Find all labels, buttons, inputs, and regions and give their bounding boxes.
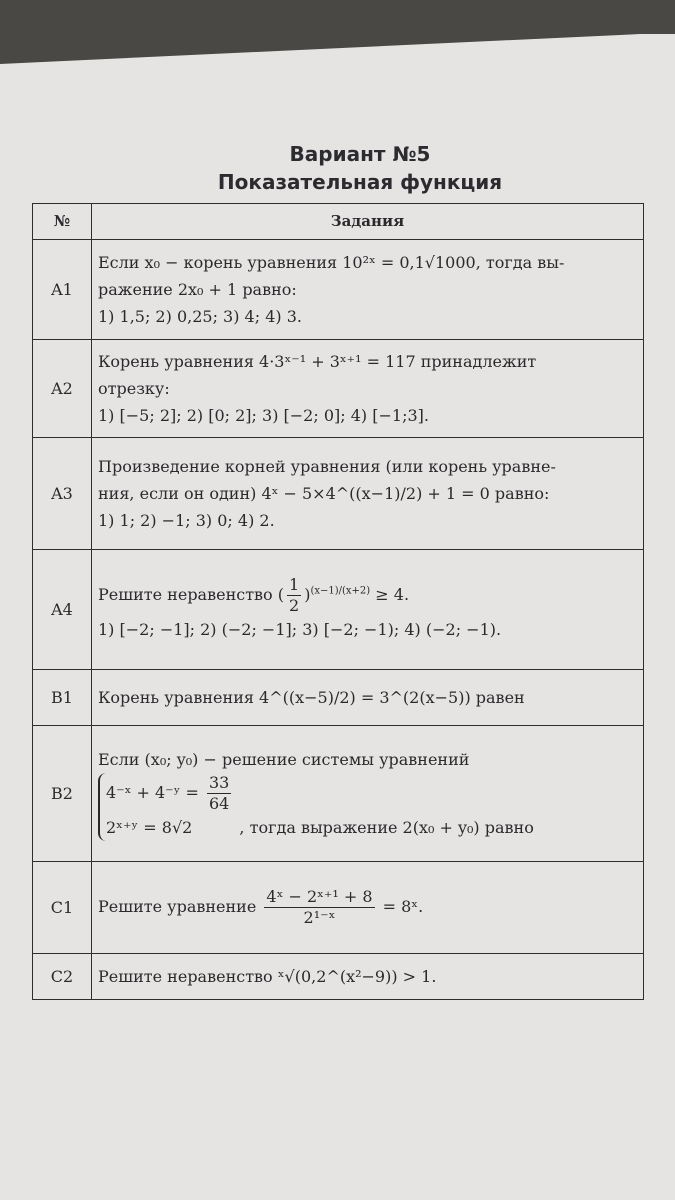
task-id: A1 bbox=[33, 240, 92, 340]
fraction-denominator: 64 bbox=[208, 794, 230, 813]
fraction bbox=[287, 575, 301, 616]
task-row-a4 bbox=[33, 550, 644, 670]
task-row-c1 bbox=[33, 862, 644, 954]
fraction-numerator: 4ˣ − 2ˣ⁺¹ + 8 bbox=[266, 887, 373, 906]
task-content bbox=[92, 862, 644, 954]
task-text: Если (x₀; y₀) − решение системы уравнений bbox=[98, 749, 470, 769]
task-suffix: ≥ 4. bbox=[375, 585, 410, 605]
fraction-numerator: 1 bbox=[289, 575, 300, 595]
task-id: B2 bbox=[33, 726, 92, 862]
answer-options: 1) 1; 2) −1; 3) 0; 4) 2. bbox=[98, 511, 275, 531]
task-content bbox=[92, 438, 644, 550]
task-tail: , тогда выражение 2(x₀ + y₀) равно bbox=[239, 818, 534, 837]
variant-title: Вариант №5 bbox=[289, 142, 431, 166]
task-text: Корень уравнения 4·3ˣ⁻¹ + 3ˣ⁺¹ = 117 принадлежит bbox=[98, 351, 537, 371]
task-row-a3 bbox=[33, 438, 644, 550]
topic-title: Показательная функция bbox=[217, 170, 503, 194]
task-content bbox=[92, 340, 644, 438]
task-id: B1 bbox=[33, 670, 92, 726]
equation-system-line bbox=[98, 773, 637, 841]
fraction-denominator: 2 bbox=[289, 596, 300, 616]
task-text: ния, если он один) 4ˣ − 5×4^((x−1)/2) + 1 = 0 равно: bbox=[98, 483, 550, 503]
task-text: Решите неравенство ( $\frac{1}{2}$ )$^{(x-1)/(x+2)}$ ≥ 4. bbox=[98, 575, 410, 616]
task-row-a1 bbox=[33, 240, 644, 340]
task-row-a2 bbox=[33, 340, 644, 438]
task-suffix: = 8ˣ. bbox=[382, 897, 424, 916]
fraction-denominator: 2¹⁻ˣ bbox=[303, 908, 336, 927]
column-header-tasks: Задания bbox=[92, 204, 644, 240]
task-row-b1 bbox=[33, 670, 644, 726]
task-content bbox=[92, 240, 644, 340]
task-prefix: Решите неравенство bbox=[98, 585, 273, 605]
equation-1 bbox=[106, 773, 234, 813]
answer-options: 1) 1,5; 2) 0,25; 3) 4; 4) 3. bbox=[98, 307, 302, 327]
task-text: Корень уравнения 4^((x−5)/2) = 3^(2(x−5)) равен bbox=[98, 687, 525, 707]
task-text bbox=[98, 887, 637, 928]
task-content bbox=[92, 550, 644, 670]
fraction bbox=[207, 773, 231, 814]
answer-options: 1) [−5; 2]; 2) [0; 2]; 3) [−2; 0]; 4) [−1;3]. bbox=[98, 406, 429, 426]
equation-system bbox=[98, 773, 234, 841]
equation-2: 2ˣ⁺ʸ = 8√2 bbox=[106, 818, 193, 837]
task-prefix: Решите уравнение bbox=[98, 897, 257, 916]
tasks-table bbox=[32, 203, 644, 1000]
task-content bbox=[92, 670, 644, 726]
task-content bbox=[92, 726, 644, 862]
fraction bbox=[264, 887, 374, 928]
fraction-numerator: 33 bbox=[208, 773, 230, 792]
task-id: A3 bbox=[33, 438, 92, 550]
exponent: (x−1)/(x+2) bbox=[310, 586, 371, 598]
task-text: отрезку: bbox=[98, 378, 170, 398]
task-id: C1 bbox=[33, 862, 92, 954]
task-row-b2 bbox=[33, 726, 644, 862]
task-id: A2 bbox=[33, 340, 92, 438]
task-id: C2 bbox=[33, 954, 92, 1000]
answer-options: 1) [−2; −1]; 2) (−2; −1]; 3) [−2; −1); 4) (−2; −1). bbox=[98, 620, 502, 640]
task-text: Решите неравенство ˣ√(0,2^(x²−9)) > 1. bbox=[98, 966, 437, 986]
task-text: ражение 2x₀ + 1 равно: bbox=[98, 279, 297, 299]
task-text: Если x₀ − корень уравнения 10²ˣ = 0,1√1000, тогда вы- bbox=[98, 252, 565, 272]
equation-1-left: 4⁻ˣ + 4⁻ʸ = bbox=[106, 783, 199, 802]
task-content bbox=[92, 954, 644, 1000]
column-header-number: № bbox=[33, 204, 92, 240]
task-id: A4 bbox=[33, 550, 92, 670]
task-text: Произведение корней уравнения (или корень уравне- bbox=[98, 456, 556, 476]
table-header-row bbox=[33, 204, 644, 240]
task-row-c2 bbox=[33, 954, 644, 1000]
